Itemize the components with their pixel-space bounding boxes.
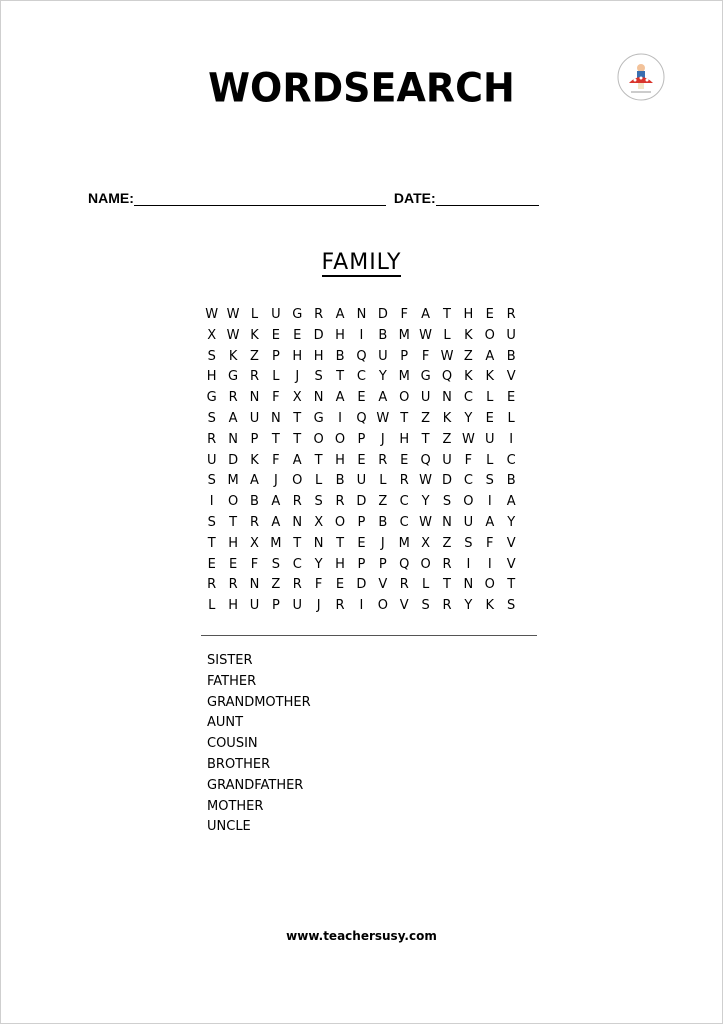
grid-letter[interactable]: A xyxy=(421,307,431,322)
grid-letter[interactable]: D xyxy=(313,327,324,343)
grid-letter[interactable]: Y xyxy=(314,556,323,572)
grid-letter[interactable]: T xyxy=(400,410,409,426)
grid-letter[interactable]: I xyxy=(487,556,492,572)
grid-letter[interactable]: Q xyxy=(420,452,431,468)
grid-letter[interactable]: R xyxy=(228,577,238,593)
grid-letter[interactable]: X xyxy=(250,535,259,551)
grid-letter[interactable]: C xyxy=(399,514,409,530)
grid-row xyxy=(201,575,522,596)
grid-letter[interactable]: H xyxy=(335,452,345,468)
grid-letter[interactable]: J xyxy=(295,369,300,385)
grid-letter[interactable]: R xyxy=(249,514,259,530)
name-date-row xyxy=(88,190,539,206)
grid-letter[interactable]: P xyxy=(271,598,280,614)
grid-letter[interactable]: O xyxy=(484,577,495,593)
grid-letter[interactable]: R xyxy=(442,556,452,572)
grid-letter[interactable]: Z xyxy=(250,348,259,364)
grid-letter[interactable]: O xyxy=(334,514,346,530)
grid-letter[interactable]: N xyxy=(228,431,238,447)
grid-letter[interactable]: J xyxy=(380,535,385,551)
grid-letter[interactable]: S xyxy=(507,598,516,614)
puzzle-topic: FAMILY xyxy=(321,250,402,275)
grid-letter[interactable]: A xyxy=(485,514,495,530)
grid-letter[interactable]: R xyxy=(399,473,409,489)
grid-letter[interactable]: C xyxy=(356,369,366,385)
grid-letter[interactable]: I xyxy=(359,598,364,614)
grid-letter[interactable]: J xyxy=(380,431,385,447)
grid-letter[interactable]: T xyxy=(421,431,430,447)
grid-letter[interactable]: E xyxy=(293,327,302,343)
grid-letter[interactable]: I xyxy=(359,327,364,343)
grid-letter[interactable]: N xyxy=(313,535,324,551)
grid-letter[interactable]: U xyxy=(356,473,367,489)
grid-letter[interactable]: K xyxy=(464,369,473,385)
grid-letter[interactable]: N xyxy=(313,390,324,406)
grid-letter[interactable]: X xyxy=(292,390,302,406)
grid-letter[interactable]: H xyxy=(292,348,303,364)
grid-letter[interactable]: B xyxy=(335,348,345,364)
grid-letter[interactable]: A xyxy=(506,494,516,510)
grid-letter[interactable]: I xyxy=(338,410,342,426)
grid-letter[interactable]: W xyxy=(419,327,433,343)
grid-letter[interactable]: S xyxy=(314,494,323,510)
word-list-item: GRANDMOTHER xyxy=(207,694,311,710)
grid-letter[interactable]: H xyxy=(228,598,238,614)
grid-letter[interactable]: M xyxy=(398,535,410,551)
grid-row xyxy=(201,409,522,430)
grid-letter[interactable]: O xyxy=(292,473,303,489)
grid-letter[interactable]: F xyxy=(486,535,494,551)
grid-row xyxy=(201,534,522,555)
grid-letter[interactable]: P xyxy=(357,431,366,447)
grid-row xyxy=(201,596,522,617)
grid-letter[interactable]: H xyxy=(206,369,217,385)
grid-letter[interactable]: D xyxy=(228,452,239,468)
grid-letter[interactable]: Z xyxy=(378,494,388,510)
grid-letter[interactable]: R xyxy=(335,494,345,510)
grid-letter[interactable]: V xyxy=(378,577,388,593)
grid-letter[interactable]: E xyxy=(357,390,366,406)
grid-letter[interactable]: K xyxy=(250,452,259,468)
grid-letter[interactable]: A xyxy=(228,410,238,426)
grid-letter[interactable]: V xyxy=(399,598,409,614)
grid-letter[interactable]: R xyxy=(207,577,217,593)
grid-letter[interactable]: S xyxy=(207,514,216,530)
date-field[interactable] xyxy=(436,191,539,206)
word-list-item: SISTER xyxy=(207,653,253,668)
grid-letter[interactable]: W xyxy=(419,473,433,489)
grid-letter[interactable]: I xyxy=(466,556,471,572)
grid-letter[interactable]: U xyxy=(378,348,388,364)
grid-letter[interactable]: U xyxy=(442,452,452,468)
grid-letter[interactable]: L xyxy=(315,473,323,489)
grid-letter[interactable]: M xyxy=(398,369,410,385)
date-label: DATE: xyxy=(393,190,436,206)
grid-letter[interactable]: R xyxy=(399,577,409,593)
grid-letter[interactable]: U xyxy=(206,452,217,468)
grid-letter[interactable]: L xyxy=(208,598,216,614)
grid-letter[interactable]: Z xyxy=(463,348,473,364)
grid-letter[interactable]: X xyxy=(207,327,217,343)
grid-letter[interactable]: S xyxy=(207,473,216,489)
name-field[interactable] xyxy=(134,191,386,206)
grid-letter[interactable]: L xyxy=(272,369,280,385)
grid-letter[interactable]: C xyxy=(463,390,473,406)
grid-letter[interactable]: T xyxy=(293,431,302,447)
grid-letter[interactable]: Q xyxy=(441,369,453,385)
word-list-item: GRANDFATHER xyxy=(207,777,304,793)
grid-letter[interactable]: O xyxy=(484,327,495,343)
grid-letter[interactable]: R xyxy=(292,577,302,593)
grid-letter[interactable]: L xyxy=(486,390,494,406)
grid-letter[interactable]: L xyxy=(421,577,430,593)
grid-letter[interactable]: C xyxy=(399,494,409,510)
grid-letter[interactable]: D xyxy=(377,307,388,322)
grid-letter[interactable]: K xyxy=(485,598,495,614)
word-list-item: MOTHER xyxy=(207,798,264,814)
grid-letter[interactable]: K xyxy=(442,410,452,426)
grid-letter[interactable]: U xyxy=(463,514,474,530)
grid-letter[interactable]: B xyxy=(250,494,259,510)
grid-letter[interactable]: U xyxy=(249,410,260,426)
grid-letter[interactable]: S xyxy=(485,473,494,489)
grid-letter[interactable]: S xyxy=(207,410,216,426)
grid-letter[interactable]: A xyxy=(485,348,495,364)
grid-letter[interactable]: S xyxy=(442,494,452,510)
grid-letter[interactable]: R xyxy=(506,307,516,322)
grid-letter[interactable]: F xyxy=(272,452,280,468)
grid-letter[interactable]: P xyxy=(271,348,280,364)
grid-letter[interactable]: W xyxy=(419,514,433,530)
grid-letter[interactable]: R xyxy=(335,598,345,614)
grid-letter[interactable]: K xyxy=(228,348,238,364)
grid-letter[interactable]: K xyxy=(250,327,259,343)
grid-letter[interactable]: J xyxy=(316,598,321,614)
grid-letter[interactable]: V xyxy=(506,369,516,385)
grid-letter[interactable]: P xyxy=(378,556,387,572)
mushroom-teacher-logo-icon xyxy=(617,53,665,101)
grid-letter[interactable]: H xyxy=(399,431,410,447)
grid-letter[interactable]: T xyxy=(293,410,302,426)
grid-letter[interactable]: Z xyxy=(442,535,452,551)
grid-letter[interactable]: N xyxy=(271,410,281,426)
grid-letter[interactable]: L xyxy=(443,327,451,343)
grid-letter[interactable]: M xyxy=(227,473,239,489)
grid-letter[interactable]: E xyxy=(335,577,345,593)
grid-letter[interactable]: F xyxy=(400,307,408,322)
grid-letter[interactable]: B xyxy=(378,327,388,343)
grid-letter[interactable]: U xyxy=(249,598,260,614)
grid-letter[interactable]: A xyxy=(271,494,281,510)
grid-letter[interactable]: E xyxy=(507,390,516,406)
grid-letter[interactable]: G xyxy=(292,307,303,322)
grid-letter[interactable]: A xyxy=(378,390,388,406)
grid-letter[interactable]: G xyxy=(206,390,217,406)
word-list xyxy=(207,651,311,838)
grid-letter[interactable]: Z xyxy=(421,410,431,426)
grid-letter[interactable]: R xyxy=(442,598,452,614)
grid-row xyxy=(201,555,522,576)
grid-letter[interactable]: G xyxy=(313,410,324,426)
grid-letter[interactable]: W xyxy=(205,307,219,322)
grid-letter[interactable]: H xyxy=(335,327,345,343)
grid-letter[interactable]: S xyxy=(464,535,473,551)
grid-letter[interactable]: O xyxy=(334,431,346,447)
grid-letter[interactable]: O xyxy=(313,431,324,447)
grid-letter[interactable]: X xyxy=(421,535,431,551)
grid-row xyxy=(201,492,522,513)
word-list-item: FATHER xyxy=(207,673,257,689)
grid-letter[interactable]: A xyxy=(335,307,345,322)
grid-letter[interactable]: N xyxy=(249,577,260,593)
grid-letter[interactable]: I xyxy=(209,494,214,510)
grid-letter[interactable]: B xyxy=(378,514,388,530)
grid-letter[interactable]: G xyxy=(420,369,431,385)
grid-letter[interactable]: T xyxy=(336,369,345,385)
grid-letter[interactable]: Q xyxy=(356,348,367,364)
grid-letter[interactable]: F xyxy=(314,577,323,593)
grid-letter[interactable]: A xyxy=(271,514,281,530)
word-list-item: UNCLE xyxy=(207,819,251,835)
grid-row xyxy=(201,471,522,492)
grid-letter[interactable]: E xyxy=(271,327,280,343)
grid-row xyxy=(201,305,522,326)
grid-letter[interactable]: Q xyxy=(356,410,367,426)
grid-letter[interactable]: R xyxy=(249,369,259,385)
grid-letter[interactable]: O xyxy=(377,598,388,614)
grid-letter[interactable]: I xyxy=(509,431,514,447)
grid-row xyxy=(201,513,522,534)
grid-letter[interactable]: A xyxy=(250,473,259,489)
grid-letter[interactable]: N xyxy=(463,577,474,593)
grid-letter[interactable]: F xyxy=(272,390,280,406)
grid-row xyxy=(201,388,522,409)
grid-row xyxy=(201,451,522,472)
grid-letter[interactable]: Q xyxy=(399,556,410,572)
grid-letter[interactable]: A xyxy=(335,390,345,406)
grid-letter[interactable]: S xyxy=(314,369,323,385)
grid-letter[interactable]: K xyxy=(485,369,495,385)
grid-letter[interactable]: T xyxy=(336,535,345,551)
grid-letter[interactable]: E xyxy=(485,410,494,426)
grid-letter[interactable]: T xyxy=(229,514,238,530)
grid-letter[interactable]: T xyxy=(443,577,451,593)
grid-letter[interactable]: C xyxy=(463,473,473,489)
name-label: NAME: xyxy=(88,190,134,206)
grid-row xyxy=(201,326,522,347)
grid-letter[interactable]: R xyxy=(378,452,388,468)
grid-letter[interactable]: E xyxy=(357,535,366,551)
grid-letter[interactable]: Y xyxy=(464,410,473,426)
grid-letter[interactable]: U xyxy=(292,598,303,614)
word-list-item: COUSIN xyxy=(207,736,258,752)
grid-letter[interactable]: O xyxy=(420,556,431,572)
grid-letter[interactable]: N xyxy=(356,307,367,322)
grid-letter[interactable]: R xyxy=(207,431,217,447)
grid-letter[interactable]: R xyxy=(292,494,302,510)
grid-letter[interactable]: T xyxy=(507,577,516,593)
grid-letter[interactable]: S xyxy=(421,598,430,614)
grid-letter[interactable]: J xyxy=(273,473,278,489)
word-list-item: BROTHER xyxy=(207,756,271,772)
grid-letter[interactable]: N xyxy=(442,514,452,530)
grid-letter[interactable]: L xyxy=(250,307,259,322)
grid-letter[interactable]: Z xyxy=(442,431,452,447)
grid-letter[interactable]: K xyxy=(464,327,473,343)
grid-letter[interactable]: U xyxy=(485,431,495,447)
grid-letter[interactable]: D xyxy=(441,473,452,489)
divider xyxy=(201,635,537,636)
grid-letter[interactable]: V xyxy=(506,556,516,572)
grid-letter[interactable]: Y xyxy=(464,598,473,614)
grid-letter[interactable]: S xyxy=(207,348,216,364)
grid-letter[interactable]: W xyxy=(440,348,454,364)
grid-letter[interactable]: U xyxy=(506,327,516,343)
letter-grid xyxy=(201,305,522,617)
grid-letter[interactable]: F xyxy=(464,452,473,468)
grid-letter[interactable]: A xyxy=(292,452,302,468)
grid-letter[interactable]: V xyxy=(506,535,516,551)
grid-letter[interactable]: B xyxy=(506,473,516,489)
grid-letter[interactable]: F xyxy=(250,556,259,572)
footer-website: www.teachersusy.com xyxy=(286,929,437,943)
grid-letter[interactable]: T xyxy=(207,535,216,551)
grid-row xyxy=(201,430,522,451)
grid-letter[interactable]: G xyxy=(228,369,239,385)
grid-letter[interactable]: N xyxy=(442,390,452,406)
grid-letter[interactable]: C xyxy=(292,556,302,572)
grid-letter[interactable]: N xyxy=(292,514,303,530)
grid-letter[interactable]: M xyxy=(398,327,410,343)
grid-letter[interactable]: E xyxy=(357,452,366,468)
grid-letter[interactable]: H xyxy=(228,535,238,551)
grid-letter[interactable]: C xyxy=(506,452,516,468)
grid-letter[interactable]: P xyxy=(357,514,366,530)
grid-letter[interactable]: U xyxy=(271,307,281,322)
grid-letter[interactable]: W xyxy=(461,431,475,447)
grid-letter[interactable]: P xyxy=(250,431,259,447)
grid-letter[interactable]: L xyxy=(379,473,387,489)
grid-letter[interactable]: T xyxy=(314,452,323,468)
grid-letter[interactable]: O xyxy=(227,494,239,510)
word-list-item: AUNT xyxy=(207,715,244,731)
grid-letter[interactable]: P xyxy=(357,556,366,572)
grid-letter[interactable]: P xyxy=(400,348,409,364)
grid-letter[interactable]: W xyxy=(226,327,240,343)
grid-letter[interactable]: U xyxy=(420,390,431,406)
grid-letter[interactable]: H xyxy=(463,307,474,322)
grid-letter[interactable]: H xyxy=(335,556,345,572)
grid-letter[interactable]: X xyxy=(314,514,324,530)
grid-letter[interactable]: T xyxy=(271,431,280,447)
grid-letter[interactable]: E xyxy=(400,452,409,468)
grid-letter[interactable]: R xyxy=(228,390,238,406)
grid-letter[interactable]: F xyxy=(421,348,430,364)
grid-letter[interactable]: M xyxy=(270,535,282,551)
grid-letter[interactable]: T xyxy=(293,535,302,551)
grid-letter[interactable]: W xyxy=(376,410,390,426)
grid-letter[interactable]: D xyxy=(356,577,367,593)
grid-letter[interactable]: E xyxy=(228,556,238,572)
grid-letter[interactable]: N xyxy=(249,390,260,406)
grid-letter[interactable]: W xyxy=(226,307,240,322)
grid-letter[interactable]: Y xyxy=(421,494,430,510)
grid-letter[interactable]: O xyxy=(399,390,410,406)
grid-letter[interactable]: H xyxy=(313,348,324,364)
grid-letter[interactable]: R xyxy=(314,307,324,322)
grid-letter[interactable]: Y xyxy=(378,369,387,385)
grid-row xyxy=(201,367,522,388)
grid-letter[interactable]: E xyxy=(207,556,216,572)
grid-letter[interactable]: B xyxy=(506,348,516,364)
grid-letter[interactable]: O xyxy=(463,494,474,510)
grid-letter[interactable]: Y xyxy=(507,514,516,530)
page-title: WORDSEARCH xyxy=(208,64,515,112)
grid-letter[interactable]: D xyxy=(356,494,367,510)
grid-letter[interactable]: Z xyxy=(271,577,281,593)
grid-letter[interactable]: L xyxy=(507,410,515,426)
grid-letter[interactable]: T xyxy=(443,307,451,322)
grid-letter[interactable]: I xyxy=(487,494,492,510)
grid-letter[interactable]: S xyxy=(271,556,280,572)
grid-letter[interactable]: B xyxy=(335,473,345,489)
grid-letter[interactable]: E xyxy=(485,307,494,322)
grid-letter[interactable]: L xyxy=(486,452,494,468)
grid-row xyxy=(201,347,522,368)
